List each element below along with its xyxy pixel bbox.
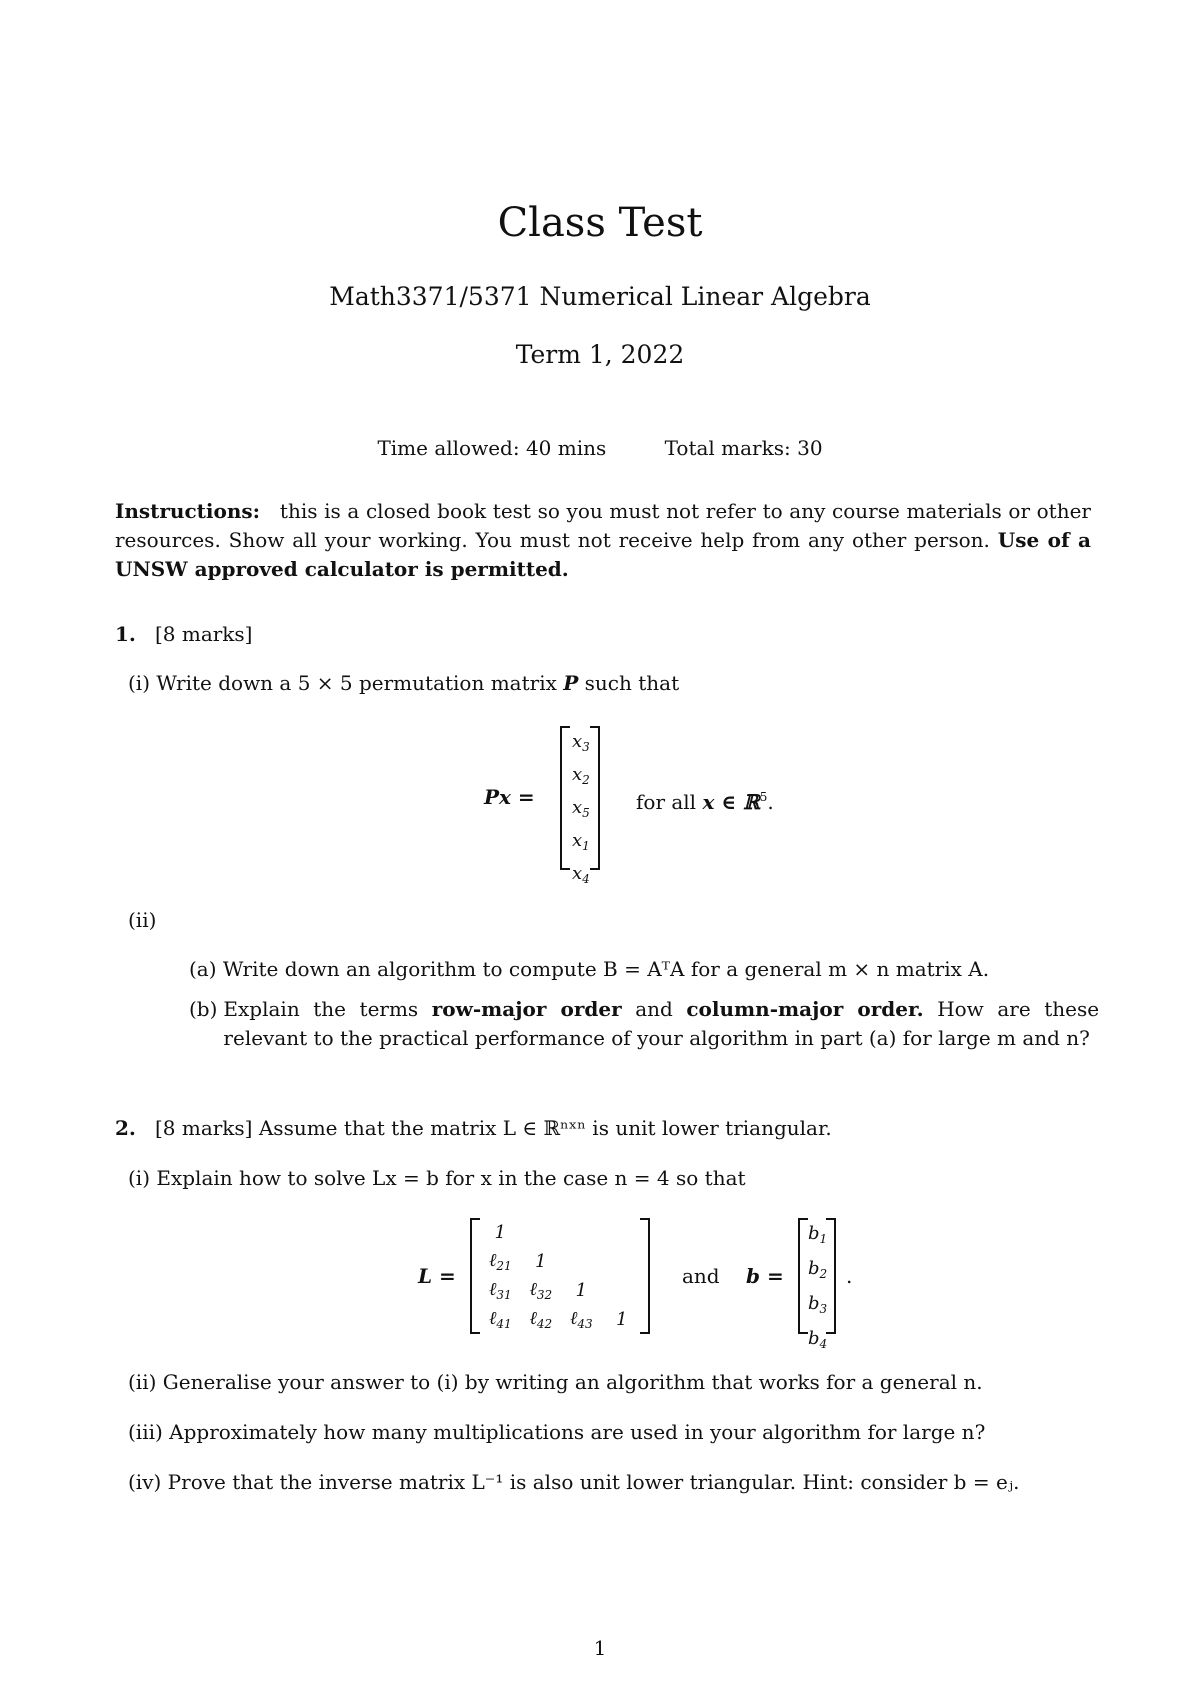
instructions-text: this is a closed book test so you must not refer to any course materials or other resources. Show all your working. You must not receive help from any other person.	[115, 499, 1091, 552]
matrix-entry: 1	[575, 1280, 587, 1301]
q1-i-text-a: Write down a 5 × 5 permutation matrix	[156, 671, 557, 695]
q1-eq-lhs: Px =	[484, 785, 535, 809]
L-entries	[480, 1218, 642, 1334]
vector-entry: $b_2$	[808, 1258, 828, 1281]
b-entries	[808, 1219, 832, 1359]
q2-and: and	[682, 1264, 720, 1288]
left-bracket	[798, 1218, 808, 1334]
matrix-entry: 1	[494, 1222, 506, 1243]
page-number: 1	[593, 1636, 607, 1660]
vector-entry: $x_2$	[572, 764, 590, 787]
q1-ii-b: (b) Explain the terms row-major order and column-major order. How are these relevant to the practical performance of your algorithm in part (a) for large m and n?	[189, 995, 1099, 1053]
q2-part-ii: (ii) Generalise your answer to (i) by writing an algorithm that works for a general n.	[128, 1370, 983, 1394]
q1-i-label: (i)	[128, 671, 151, 695]
q1-marks: [8 marks]	[154, 622, 253, 646]
matrix-entry: 1	[616, 1309, 628, 1330]
term-label: Term 1, 2022	[515, 340, 685, 369]
q1-a-text: Write down an algorithm to compute B = AᵀA for a general m × n matrix A.	[222, 957, 990, 981]
matrix-entry: ℓ$_{41}$	[488, 1308, 512, 1331]
vector-entry: $b_1$	[808, 1223, 828, 1246]
q2-b-vector	[798, 1218, 836, 1351]
q1-ii-label: (ii)	[128, 908, 157, 932]
vector-entry: $b_4$	[808, 1328, 828, 1351]
matrix-entry: ℓ$_{21}$	[488, 1250, 512, 1273]
q2-number: 2.	[115, 1116, 136, 1140]
term-column-major: column-major order.	[686, 997, 924, 1021]
vector-entry: $x_1$	[572, 830, 590, 853]
vector-entry: $x_3$	[572, 731, 590, 754]
q1-vector	[560, 726, 600, 886]
q1-i-text-b: such that	[584, 671, 680, 695]
q1-part-i	[128, 669, 679, 698]
matrix-row	[480, 1247, 642, 1276]
q1-header	[115, 620, 253, 649]
q2-L-matrix	[470, 1218, 650, 1334]
q2-header	[115, 1114, 1095, 1143]
matrix-entry: ℓ$_{43}$	[569, 1308, 593, 1331]
q2-intro: Assume that the matrix L ∈ ℝⁿˣⁿ is unit lower triangular.	[258, 1116, 832, 1140]
instructions-bold: Use of a UNSW approved calculator is permitted.	[115, 528, 1092, 581]
matrix-entry: 1	[535, 1251, 547, 1272]
matrix-row	[480, 1276, 642, 1305]
q1-vector-entries	[572, 728, 598, 893]
q2-b-lhs: b =	[746, 1264, 784, 1288]
vector-entry: $x_5$	[572, 797, 590, 820]
matrix-entry: ℓ$_{31}$	[488, 1279, 512, 1302]
term-row-major: row-major order	[431, 997, 622, 1021]
vector-entry: $x_4$	[572, 863, 590, 886]
vector-entry: $b_3$	[808, 1293, 828, 1316]
q1-i-var: P	[563, 671, 579, 695]
q2-part-iv: (iv) Prove that the inverse matrix L⁻¹ is also unit lower triangular. Hint: consider b = eⱼ.	[128, 1470, 1020, 1494]
test-meta	[0, 436, 1200, 460]
instructions-label: Instructions:	[115, 499, 261, 523]
matrix-row	[480, 1218, 642, 1247]
q1-a-label: (a)	[189, 957, 217, 981]
instructions	[115, 497, 1091, 584]
left-bracket	[470, 1218, 480, 1334]
q1-number: 1.	[115, 622, 136, 646]
matrix-row	[480, 1305, 642, 1334]
page-title: Class Test	[497, 200, 703, 246]
q1-ii-a	[189, 955, 1099, 984]
course-name: Math3371/5371 Numerical Linear Algebra	[329, 282, 871, 311]
matrix-entry: ℓ$_{32}$	[529, 1279, 553, 1302]
left-bracket	[560, 726, 570, 870]
matrix-entry: ℓ$_{42}$	[529, 1308, 553, 1331]
q1-eq-rhs: for all x ∈ ℝ$^5$.	[636, 790, 774, 814]
total-marks: Total marks: 30	[664, 436, 823, 460]
q2-period: .	[846, 1264, 853, 1288]
q2-part-iii: (iii) Approximately how many multiplications are used in your algorithm for large n?	[128, 1420, 986, 1444]
q2-marks: [8 marks]	[154, 1116, 253, 1140]
time-allowed: Time allowed: 40 mins	[377, 436, 607, 460]
q1-b-label: (b)	[189, 997, 218, 1021]
q2-L-lhs: L =	[418, 1264, 456, 1288]
q2-part-i: (i) Explain how to solve Lx = b for x in the case n = 4 so that	[128, 1166, 746, 1190]
